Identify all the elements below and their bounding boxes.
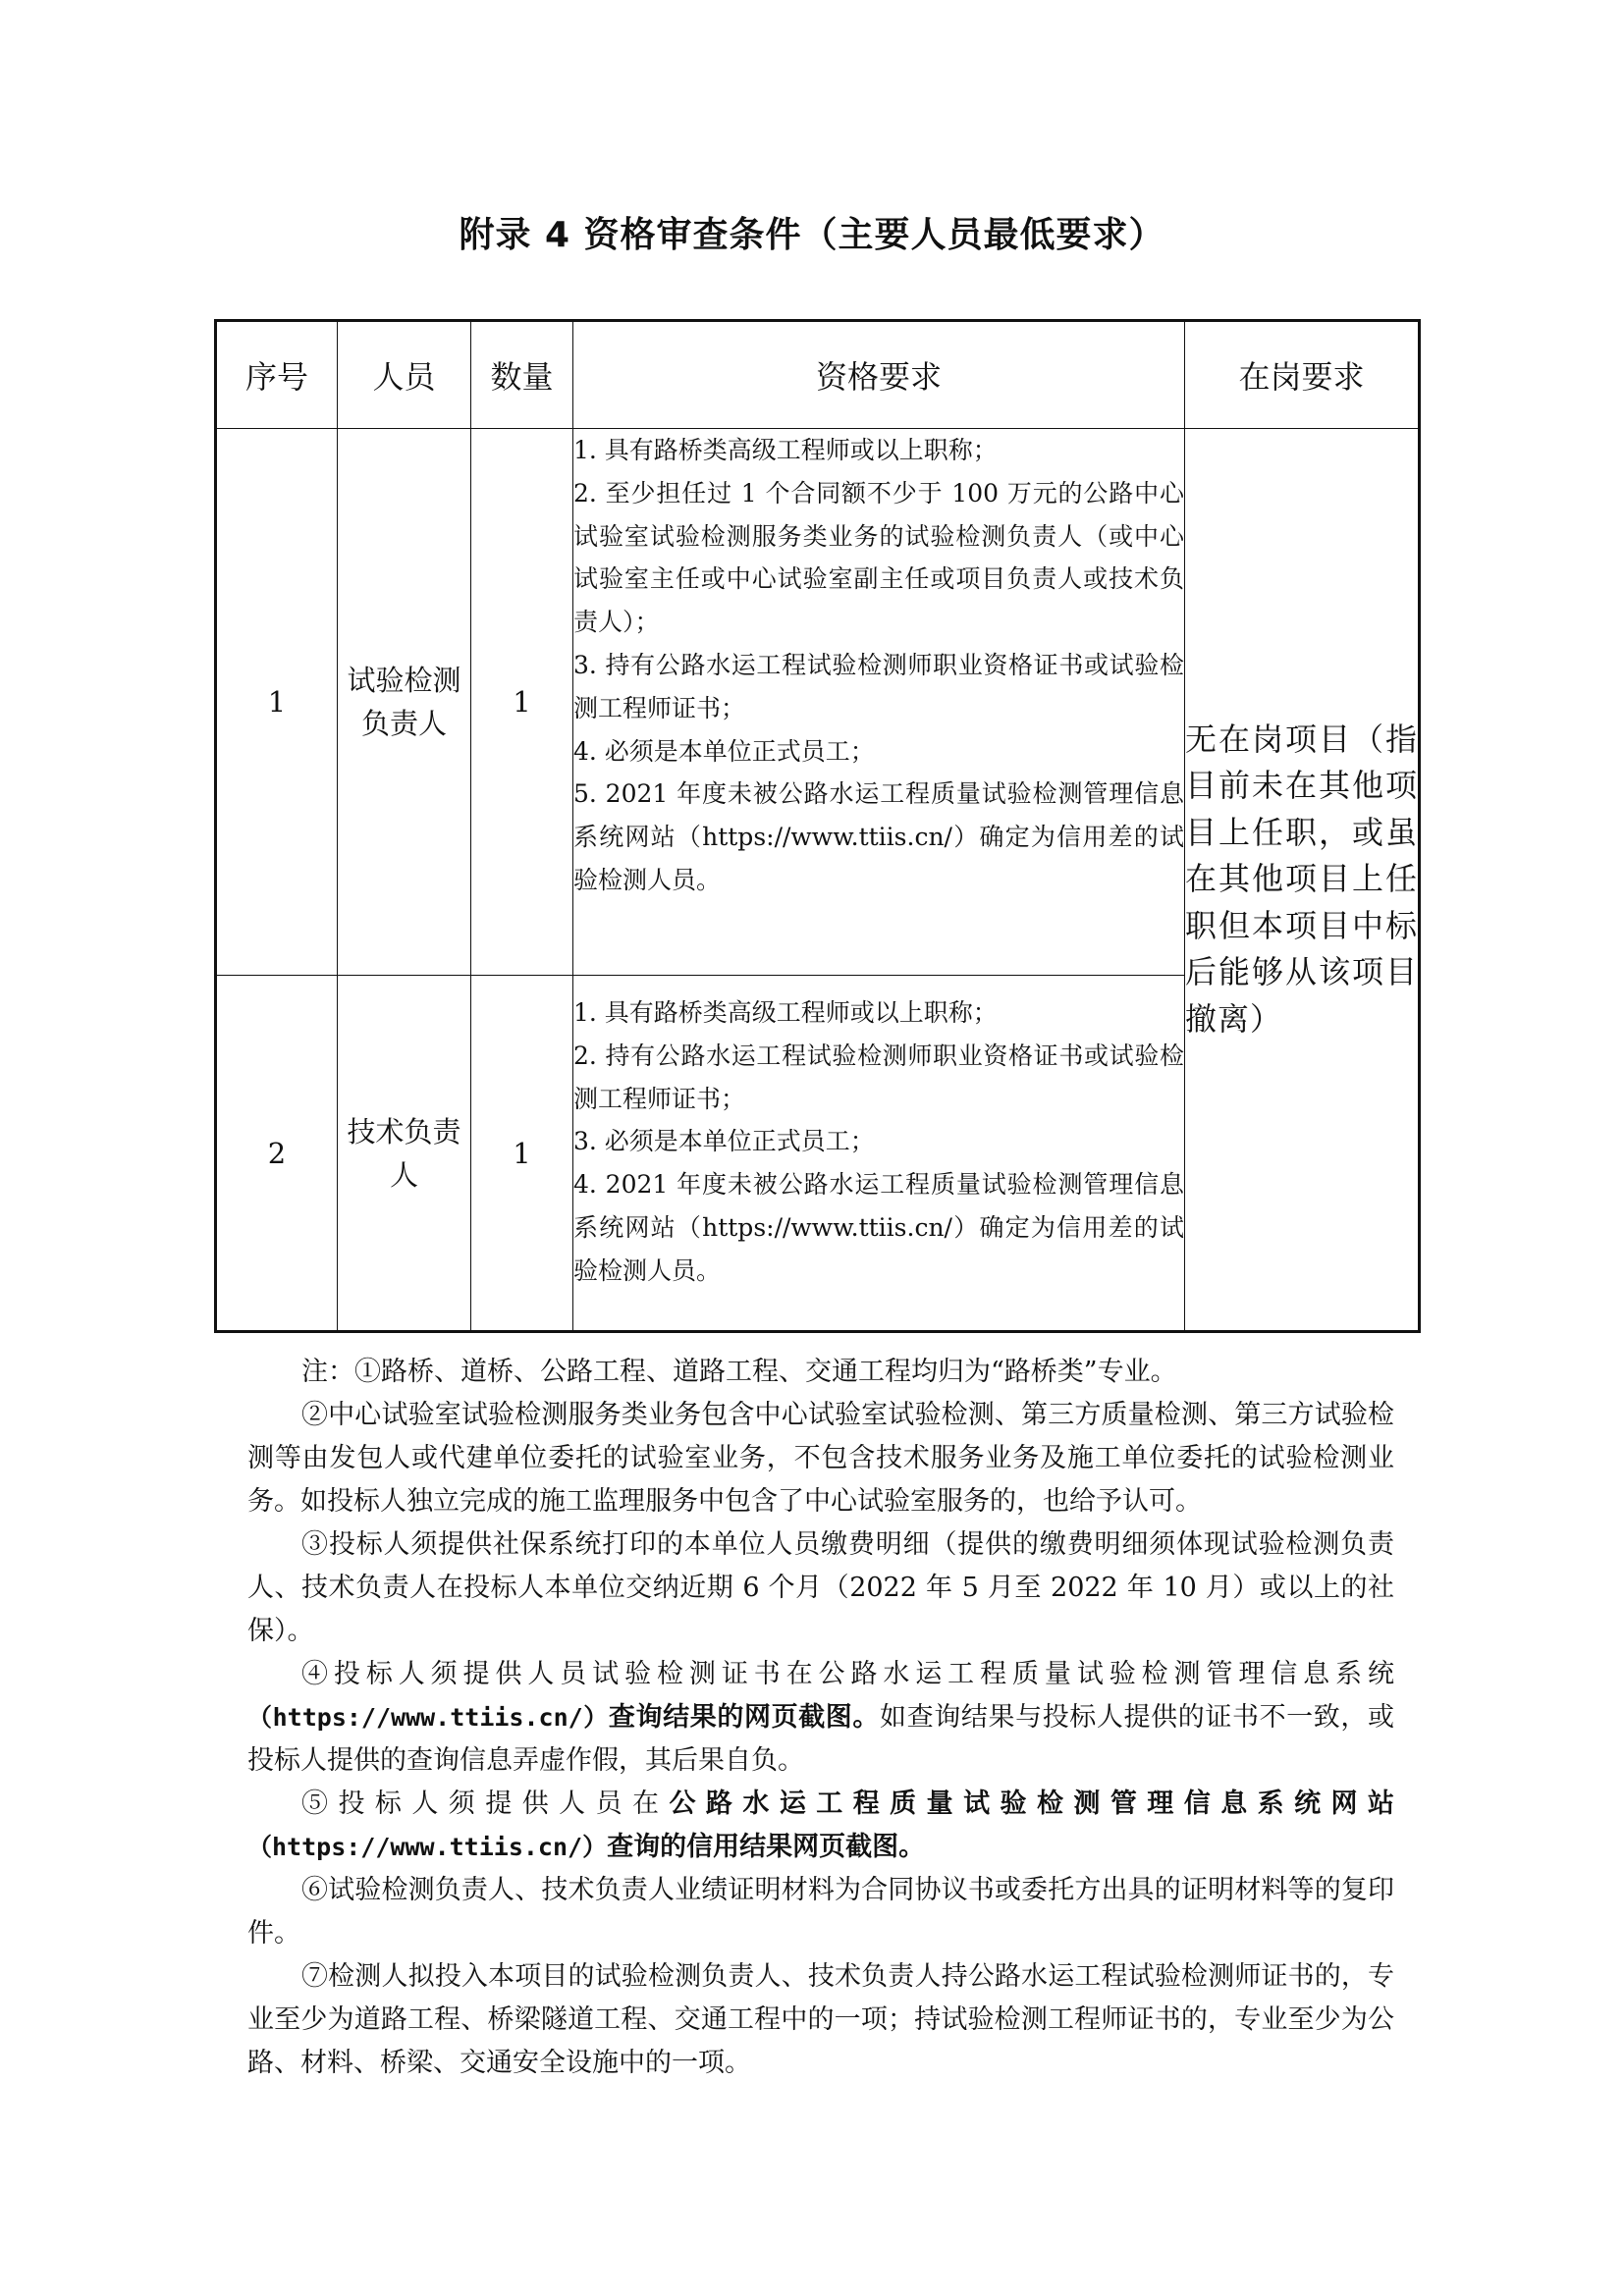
note-5-bold: 公路水运工程质量试验检测管理信息系统网站: [669, 1789, 1395, 1819]
note-5: [247, 1783, 1394, 1869]
note-1: 注：①路桥、道桥、公路工程、道路工程、交通工程均归为“路桥类”专业。: [301, 1357, 1177, 1387]
note-2: ②中心试验室试验检测服务类业务包含中心试验室试验检测、第三方质量检测、第三方试验检测等由发包人或代建单位委托的试验室业务，不包含技术服务业务及施工单位委托的试验检测业务。如投标人独立完成的施工监理服务中包含了中心试验室服务的，也给予认可。: [247, 1400, 1394, 1517]
requirement-item: 4. 必须是本单位正式员工；: [573, 736, 875, 766]
page-title: 附录 4 资格审查条件（主要人员最低要求）: [459, 215, 1165, 255]
header-no: 序号: [216, 321, 338, 429]
header-requirements: 资格要求: [573, 321, 1185, 429]
row-count: 1: [471, 976, 573, 1332]
requirement-item: 1. 具有路桥类高级工程师或以上职称；: [573, 998, 998, 1027]
note-4-tail: 如查询结果与投标人提供的证书不一致，或投标人提供的查询信息弄虚作假，其后果自负。: [247, 1702, 1395, 1776]
requirement-item: 2. 持有公路水运工程试验检测师职业资格证书或试验检测工程师证书；: [573, 1041, 1184, 1113]
row-requirements: [573, 429, 1185, 976]
requirement-item: 4. 2021 年度未被公路水运工程质量试验检测管理信息系统网站（https://www.ttiis.cn/）确定为信用差的试验检测人员。: [573, 1170, 1184, 1285]
row-person: 试验检测负责人: [338, 429, 471, 976]
requirement-item: 3. 持有公路水运工程试验检测师职业资格证书或试验检测工程师证书；: [573, 650, 1184, 722]
requirement-item: 5. 2021 年度未被公路水运工程质量试验检测管理信息系统网站（https://www.ttiis.cn/）确定为信用差的试验检测人员。: [573, 779, 1184, 894]
table-row: [216, 429, 1420, 976]
row-requirements: [573, 976, 1185, 1332]
requirement-item: 2. 至少担任过 1 个合同额不少于 100 万元的公路中心试验室试验检测服务类业务的试验检测负责人（或中心试验室主任或中心试验室副主任或项目负责人或技术负责人）；: [573, 478, 1184, 637]
note-7: ⑦检测人拟投入本项目的试验检测负责人、技术负责人持公路水运工程试验检测师证书的，专业至少为道路工程、桥梁隧道工程、交通工程中的一项；持试验检测工程师证书的，专业至少为公路、材料、桥梁、交通安全设施中的一项。: [247, 1961, 1394, 2078]
note-3: ③投标人须提供社保系统打印的本单位人员缴费明细（提供的缴费明细须体现试验检测负责人、技术负责人在投标人本单位交纳近期 6 个月（2022 年 5 月至 2022 年 10 月）或以上的社保）。: [247, 1529, 1394, 1646]
requirements-table: [214, 319, 1421, 1333]
requirement-item: 3. 必须是本单位正式员工；: [573, 1127, 875, 1156]
note-5-text: ⑤投标人须提供人员在: [301, 1789, 670, 1819]
row-no: 1: [216, 429, 338, 976]
requirement-item: 1. 具有路桥类高级工程师或以上职称；: [573, 436, 998, 464]
note-6: ⑥试验检测负责人、技术负责人业绩证明材料为合同协议书或委托方出具的证明材料等的复印件。: [247, 1875, 1394, 1949]
table-header-row: [216, 321, 1420, 429]
on-duty-requirement: 无在岗项目（指目前未在其他项目上任职，或虽在其他项目上任职但本项目中标后能够从该项目撤离）: [1185, 429, 1420, 1332]
note-4: [247, 1653, 1394, 1783]
note-4-bold: 查询结果的网页截图。: [608, 1702, 881, 1733]
note-5-tail: 查询的信用结果网页截图。: [607, 1832, 926, 1862]
row-no: 2: [216, 976, 338, 1332]
row-count: 1: [471, 429, 573, 976]
header-count: 数量: [471, 321, 573, 429]
header-on-duty: 在岗要求: [1185, 321, 1420, 429]
header-person: 人员: [338, 321, 471, 429]
note-5-url: （https://www.ttiis.cn/）: [247, 1833, 608, 1861]
note-4-text: ④投标人须提供人员试验检测证书在公路水运工程质量试验检测管理信息系统: [301, 1659, 1394, 1689]
notes-section: [247, 1351, 1394, 2085]
row-person: 技术负责人: [338, 976, 471, 1332]
note-4-url: （https://www.ttiis.cn/）: [247, 1703, 609, 1732]
